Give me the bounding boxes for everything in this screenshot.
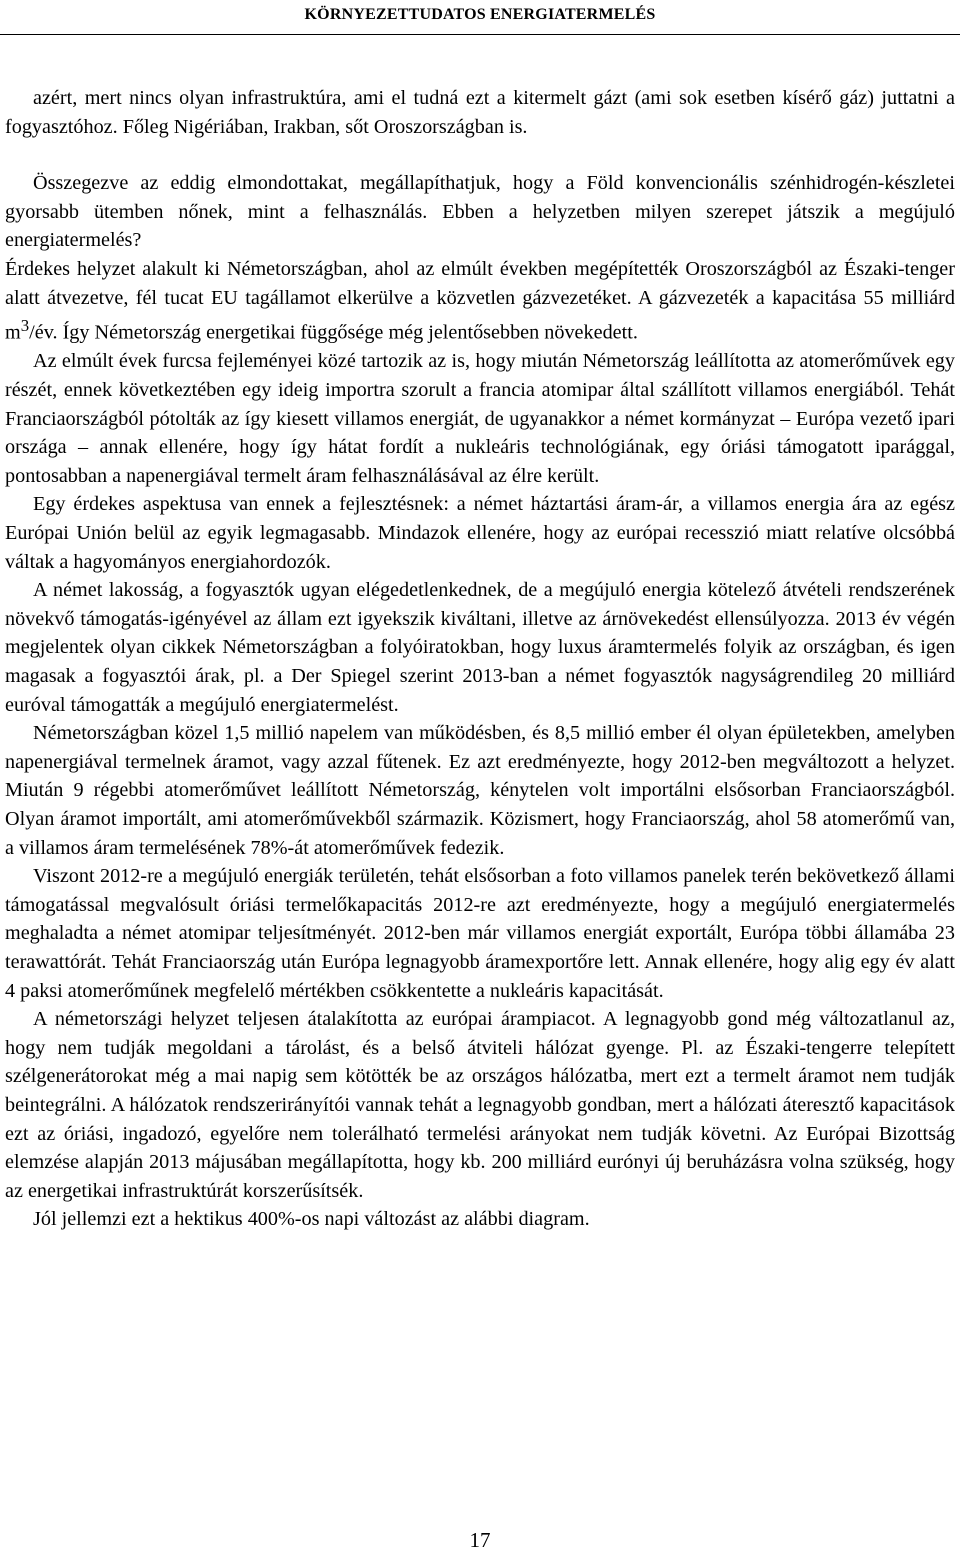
header-title: KÖRNYEZETTUDATOS ENERGIATERMELÉS [304, 6, 656, 23]
paragraph-3 [5, 255, 955, 348]
paragraph-3-part-b: /év. Így Németország energetikai függősége még jelentősebben növekedett. [29, 321, 638, 344]
paragraph-8: Viszont 2012-re a megújuló energiák területén, tehát elsősorban a foto villamos panelek terén bekövetkező állami támogatással megvalósult óriási termelőkapacitás 2012-re azt eredményezte, hogy a megújuló energiatermelés meghaladta a német atomipar teljesítményét. 2012-ben már villamos energiát exportált, Európa többi államába 23 terawattórát. Tehát Franciaország után Európa legnagyobb áramexportőre lett. Annak ellenére, hogy alig egy év alatt 4 paksi atomerőműnek megfelelő mértékben csökkentette a nukleáris kapacitását. [5, 865, 955, 1002]
superscript-exponent: 3 [20, 316, 30, 336]
paragraph-9: A németországi helyzet teljesen átalakította az európai árampiacot. A legnagyobb gond még változatlanul az, hogy nem tudják megoldani a tárolást, és a belső átviteli hálózat gyenge. Pl. az Északi-tengerre telepített szélgenerátorokat még a mai napig sem kötötték be az országos hálózatba, mert ezt a termelt áramot nem tudják beintegrálni. A hálózatok rendszerirányítói vannak tehát a legnagyobb gondban, mert a hálózati áteresztő kapacitások ezt az óriási, ingadozó, egyelőre nem tolerálható termelési arányokat nem tudják követni. Az Európai Bizottság elemzése alapján 2013 májusában megállapította, hogy kb. 200 milliárd eurónyi új beruházásra volna szükség, hogy az energetikai infrastruktúrát korszerűsítsék. [5, 1008, 955, 1202]
paragraph-2: Összegezve az eddig elmondottakat, megállapíthatjuk, hogy a Föld konvencionális szénhidrogén-készletei gyorsabb ütemben nőnek, mint a felhasználás. Ebben a helyzetben milyen szerepet játszik a megújuló energiatermelés? [5, 172, 955, 252]
paragraph-1: azért, mert nincs olyan infrastruktúra, ami el tudná ezt a kitermelt gázt (ami sok esetben kísérő gáz) juttatni a fogyasztóhoz. Főleg Nigériában, Irakban, sőt Oroszországban is. [5, 87, 955, 138]
paragraph-5: Egy érdekes aspektusa van ennek a fejlesztésnek: a német háztartási áram-ár, a villamos energia ára az egész Európai Unión belül az egyik legmagasabb. Mindazok ellenére, hogy az európai recesszió miatt relatíve olcsóbbá váltak a hagyományos energiahordozók. [5, 493, 955, 573]
paragraph-6: A német lakosság, a fogyasztók ugyan elégedetlenkednek, de a megújuló energia kötelező átvételi rendszerének növekvő támogatás-igényével az állam ezt igyekszik kiváltani, illetve az árnövekedést ellensúlyozza. 2013 év végén megjelentek olyan cikkek Németországban a folyóiratokban, hogy luxus áramtermelés folyik az országban, és igen magasak a fogyasztói árak, pl. a Der Spiegel szerint 2013-ban a német fogyasztók nagyságrendileg 20 milliárd euróval támogatták a megújuló energiatermelést. [5, 579, 955, 716]
paragraph-4: Az elmúlt évek furcsa fejleményei közé tartozik az is, hogy miután Németország leállította az atomerőművek egy részét, ennek következtében egy ideig importra szorult a francia atomipar által szállított villamos energiából. Tehát Franciaországból pótolták az így kiesett villamos energiát, de ugyanakkor a német kormányzat – Európa vezető ipari országa – annak ellenére, hogy így hátat fordít a nukleáris technológiának, egy óriási támogatott iparággal, pontosabban a napenergiával termelt áram felhasználásával az élre került. [5, 350, 955, 487]
page-number: 17 [469, 1528, 491, 1552]
body-text [5, 84, 955, 1234]
paragraph-7: Németországban közel 1,5 millió napelem van működésben, és 8,5 millió ember él olyan épületekben, amelyben napenergiával termelnek áramot, vagy azzal fűtenek. Ez azt eredményezte, hogy 2012-ben megváltozott a helyzet. Miután 9 régebbi atomerőművet leállított Németország, kénytelen volt importálni elsősorban Franciaországból. Olyan áramot importált, ami atomerőművekből származik. Közismert, hogy Franciaország, ahol 58 atomerőmű van, a villamos áram termelésének 78%-át atomerőművek fedezik. [5, 722, 955, 859]
paragraph-10: Jól jellemzi ezt a hektikus 400%-os napi változást az alábbi diagram. [33, 1208, 590, 1231]
running-header [0, 0, 960, 35]
paragraph-3-part-a: Érdekes helyzet alakult ki Németországban, ahol az elmúlt években megépítették Oroszországból az Északi-tenger alatt átvezetve, fél tucat EU tagállamot elkerülve a közvetlen gázvezetéket. A gázvezeték a kapacitása 55 milliárd m [5, 257, 955, 344]
